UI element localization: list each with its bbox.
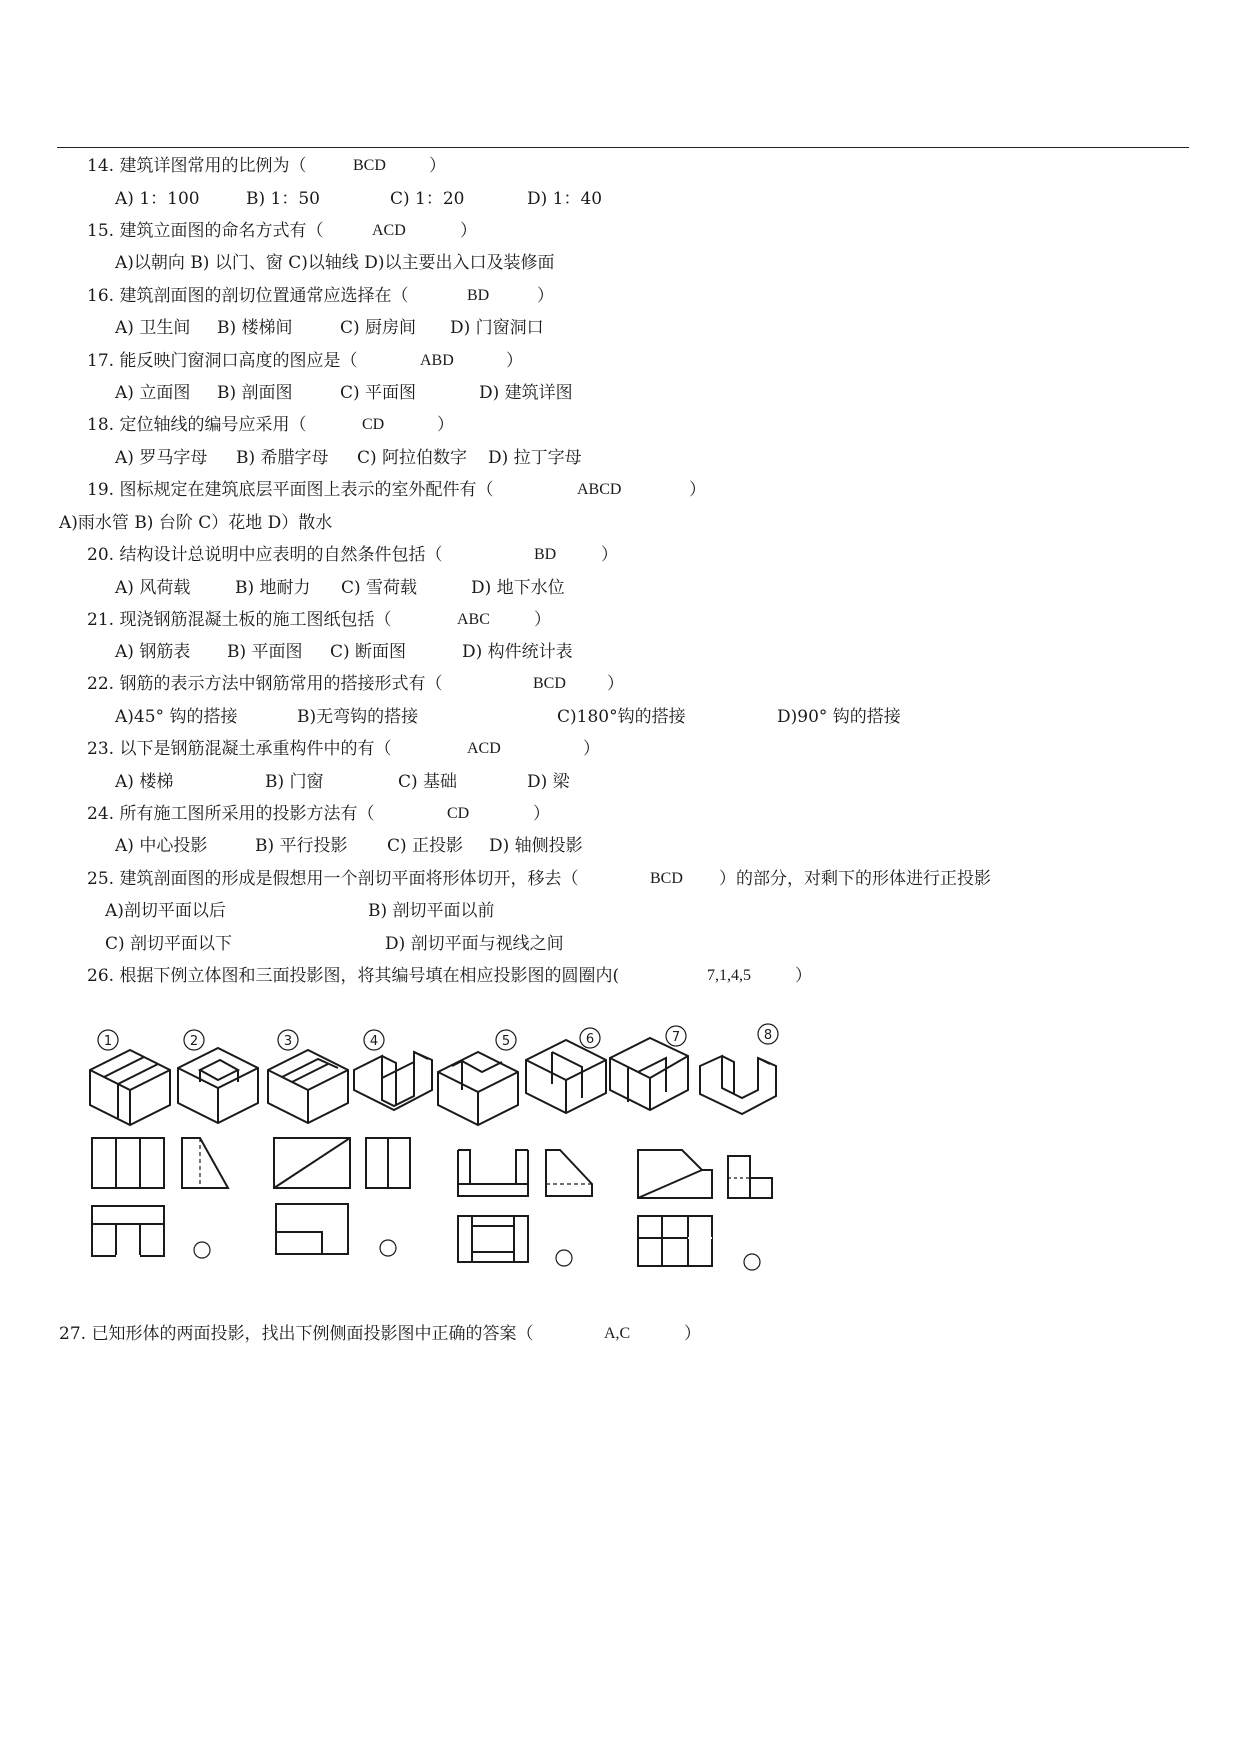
option-d: D) 拉丁字母 (488, 448, 582, 468)
figure-number: 5 (501, 1034, 511, 1049)
option-d: D) 1：40 (527, 189, 603, 209)
option-a: A) 钢筋表 (115, 642, 191, 662)
question-stem: 19. 图标规定在建筑底层平面图上表示的室外配件有（ (87, 480, 494, 500)
question-stem: 24. 所有施工图所采用的投影方法有（ (87, 804, 375, 824)
option-d: D) 构件统计表 (462, 642, 573, 662)
options-line: A)雨水管 B) 台阶 C）花地 D）散水 (59, 513, 333, 533)
question-stem: 14. 建筑详图常用的比例为（ (87, 156, 307, 176)
option-b: B) 平面图 (227, 642, 303, 662)
option-c: C) 正投影 (387, 836, 464, 856)
option-d: D) 轴侧投影 (489, 836, 583, 856)
options-19 (59, 512, 332, 534)
options-line: A)以朝向 B) 以门、窗 C)以轴线 D)以主要出入口及装修面 (115, 253, 555, 273)
option-b: B) 剖切平面以前 (368, 901, 495, 921)
close-paren: ） (537, 286, 554, 306)
close-paren: ） (601, 545, 618, 565)
option-d: D) 剖切平面与视线之间 (385, 934, 564, 954)
question-stem: 23. 以下是钢筋混凝土承重构件中的有（ (87, 739, 392, 759)
question-stem: 21. 现浇钢筋混凝土板的施工图纸包括（ (87, 610, 392, 630)
answer: CD (447, 805, 470, 822)
option-c: C) 1：20 (390, 189, 465, 209)
close-paren: ） (689, 480, 706, 500)
option-c: C) 厨房间 (340, 318, 417, 338)
isometric-solid-7 (610, 1038, 688, 1110)
option-c: C) 断面图 (330, 642, 407, 662)
option-a: A) 罗马字母 (115, 448, 208, 468)
question-tail: ）的部分，对剩下的形体进行正投影 (719, 869, 991, 889)
option-c: C) 雪荷载 (341, 578, 418, 598)
figure-number: 7 (671, 1030, 681, 1045)
projection-group-a (92, 1138, 228, 1258)
close-paren: ） (607, 674, 624, 694)
option-c: C)180°钩的搭接 (557, 707, 686, 727)
option-a: A) 楼梯 (115, 772, 174, 792)
option-d: D)90° 钩的搭接 (777, 707, 901, 727)
option-b: B) 地耐力 (235, 578, 311, 598)
option-b: B) 希腊字母 (236, 448, 329, 468)
projection-group-d (638, 1150, 772, 1270)
close-paren: ） (506, 351, 523, 371)
answer: BCD (353, 157, 386, 174)
isometric-solid-3 (268, 1050, 348, 1123)
isometric-solid-8 (700, 1056, 776, 1114)
option-c: C) 阿拉伯数字 (357, 448, 468, 468)
option-b: B) 门窗 (265, 772, 324, 792)
answer: ACD (372, 222, 406, 239)
answer: BD (534, 546, 557, 563)
option-c: C) 平面图 (340, 383, 417, 403)
option-c: C) 基础 (398, 772, 458, 792)
question-stem: 18. 定位轴线的编号应采用（ (87, 415, 307, 435)
answer: BD (467, 287, 490, 304)
options-15 (115, 252, 555, 274)
option-b: B)无弯钩的搭接 (297, 707, 419, 727)
question-stem: 26. 根据下例立体图和三面投影图，将其编号填在相应投影图的圆圈内( (87, 966, 620, 986)
figure-number: 8 (763, 1028, 773, 1043)
option-a: A) 立面图 (115, 383, 191, 403)
question-stem: 15. 建筑立面图的命名方式有（ (87, 221, 324, 241)
option-b: B) 剖面图 (217, 383, 293, 403)
question-stem: 17. 能反映门窗洞口高度的图应是（ (87, 351, 358, 371)
projection-group-b (274, 1138, 410, 1256)
answer: ABD (420, 352, 454, 369)
question-stem: 16. 建筑剖面图的剖切位置通常应选择在（ (87, 286, 409, 306)
close-paren: ） (429, 156, 446, 176)
header-rule (57, 147, 1189, 148)
answer-circle (556, 1250, 572, 1266)
close-paren: ） (795, 966, 812, 986)
option-c: C) 剖切平面以下 (105, 934, 233, 954)
option-b: B) 平行投影 (255, 836, 348, 856)
question-stem: 27. 已知形体的两面投影，找出下例侧面投影图中正确的答案（ (59, 1324, 534, 1344)
figure-number: 1 (103, 1034, 113, 1049)
isometric-solid-6 (526, 1040, 606, 1113)
answer: BCD (650, 870, 683, 887)
projection-figure (82, 1010, 882, 1300)
projection-group-c (458, 1150, 592, 1266)
answer-circle (380, 1240, 396, 1256)
close-paren: ） (460, 221, 477, 241)
close-paren: ） (437, 415, 454, 435)
isometric-solid-2 (178, 1048, 258, 1123)
question-stem: 25. 建筑剖面图的形成是假想用一个剖切平面将形体切开，移去（ (87, 869, 579, 889)
option-d: D) 建筑详图 (479, 383, 573, 403)
option-d: D) 门窗洞口 (450, 318, 544, 338)
option-a: A) 中心投影 (115, 836, 208, 856)
close-paren: ） (533, 804, 550, 824)
projection-figure-svg (82, 1010, 882, 1300)
isometric-solid-1 (90, 1050, 170, 1125)
isometric-solid-4 (354, 1052, 432, 1110)
question-stem: 22. 钢筋的表示方法中钢筋常用的搭接形式有（ (87, 674, 443, 694)
option-a: A)剖切平面以后 (105, 901, 226, 921)
answer-circle (194, 1242, 210, 1258)
close-paren: ） (534, 610, 551, 630)
figure-number: 6 (585, 1032, 595, 1047)
figure-number: 2 (189, 1034, 199, 1049)
answer-circle (744, 1254, 760, 1270)
answer: A,C (604, 1325, 631, 1342)
close-paren: ） (583, 739, 600, 759)
answer: CD (362, 416, 385, 433)
option-b: B) 楼梯间 (217, 318, 293, 338)
option-a: A) 风荷载 (115, 578, 191, 598)
option-d: D) 地下水位 (471, 578, 565, 598)
figure-number: 3 (283, 1034, 293, 1049)
option-d: D) 梁 (527, 772, 570, 792)
answer: ABCD (577, 481, 622, 498)
option-b: B) 1：50 (246, 189, 320, 209)
option-a: A) 卫生间 (115, 318, 191, 338)
option-a: A)45° 钩的搭接 (115, 707, 238, 727)
isometric-solid-5 (438, 1052, 518, 1125)
answer: ABC (457, 611, 490, 628)
answer: 7,1,4,5 (707, 967, 751, 984)
close-paren: ） (684, 1324, 701, 1344)
answer: ACD (467, 740, 501, 757)
question-stem: 20. 结构设计总说明中应表明的自然条件包括（ (87, 545, 443, 565)
answer: BCD (533, 675, 566, 692)
figure-number: 4 (369, 1034, 379, 1049)
option-a: A) 1：100 (115, 189, 200, 209)
